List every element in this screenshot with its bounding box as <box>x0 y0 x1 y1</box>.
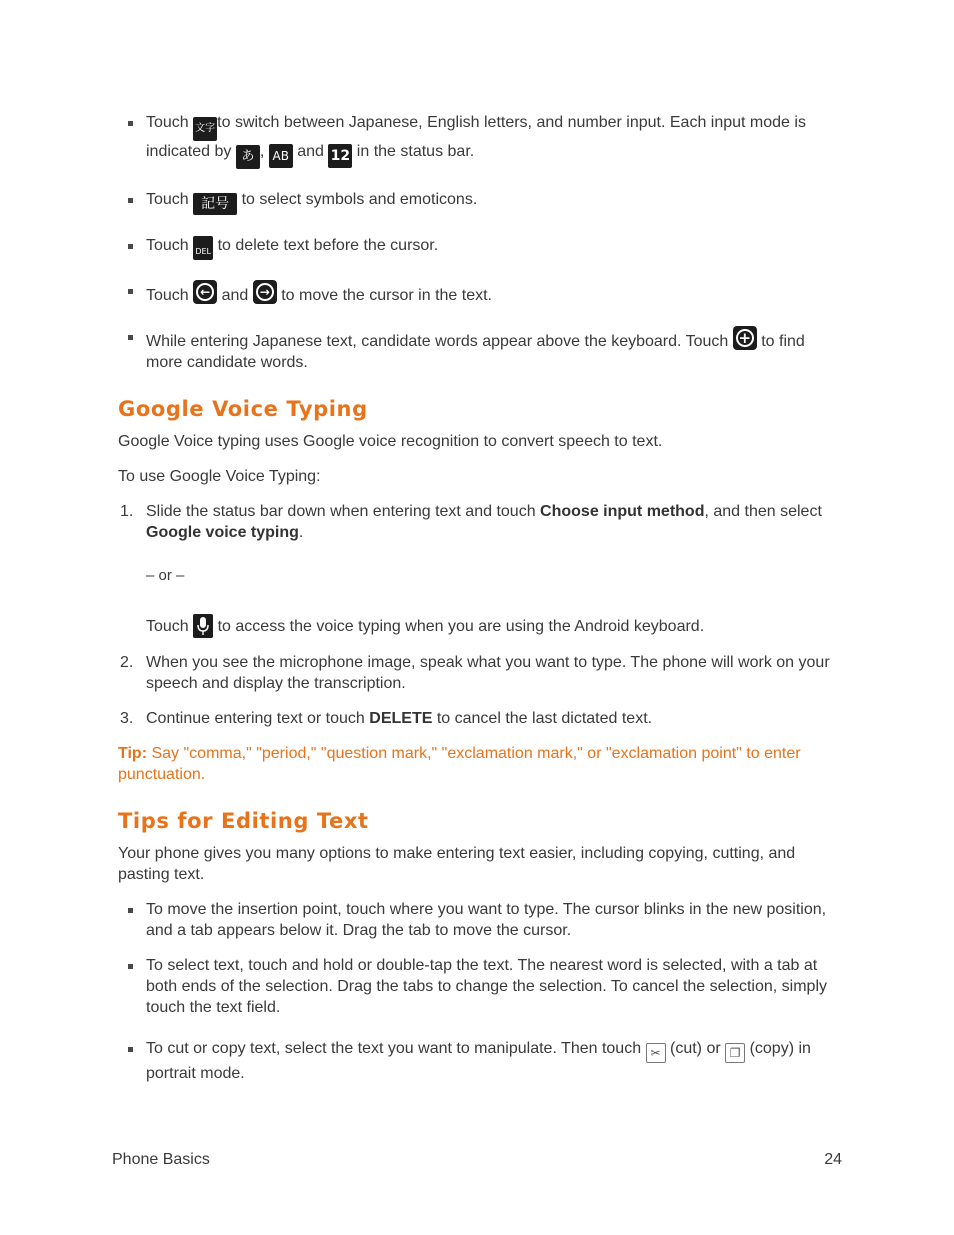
page-content <box>118 112 844 1084</box>
section-heading: Google Voice Typing <box>118 397 368 421</box>
step-item: 2. When you see the microphone image, speak what you want to type. The phone will work on your speech and display the transcription. <box>120 654 830 692</box>
paragraph: Google Voice typing uses Google voice recognition to convert speech to text. <box>118 433 663 450</box>
paragraph: To use Google Voice Typing: <box>118 468 321 485</box>
delete-icon: DEL <box>193 236 213 260</box>
microphone-glyph <box>197 617 209 635</box>
list-item: Touch DEL to delete text before the cursor. <box>118 235 844 260</box>
section-heading: Tips for Editing Text <box>118 809 369 833</box>
step-item: 3. Continue entering text or touch DELETE to cancel the last dictated text. <box>120 710 653 727</box>
cursor-right-icon: → <box>253 280 277 304</box>
list-item: Touch ← and → to move the cursor in the text. <box>118 280 844 306</box>
numbers-icon: 12 <box>328 144 352 168</box>
page-number: 24 <box>824 1151 842 1168</box>
tip-label: Tip: <box>118 745 148 762</box>
footer-section-title: Phone Basics <box>112 1151 210 1168</box>
mode-switch-icon: 文字 <box>193 117 217 141</box>
list-item: To select text, touch and hold or double-tap the text. The nearest word is selected, with a tab at both ends of the selection. Drag the tabs to change the selection. To cancel the selection, simply touch the text field. <box>118 955 844 1018</box>
list-item: Touch 文字 to switch between Japanese, English letters, and number input. Each input mode is indicated by あ , AB and 12 in the status bar. <box>118 112 844 169</box>
step-item: 1. Slide the status bar down when entering text and touch Choose input method, and then select Google voice typing. <box>120 503 822 541</box>
page-footer <box>112 1150 842 1170</box>
ab-icon: AB <box>269 144 293 168</box>
cut-icon: ✂ <box>646 1043 666 1063</box>
microphone-icon <box>193 614 213 638</box>
paragraph: Your phone gives you many options to make entering text easier, including copying, cutting, and pasting text. <box>118 845 796 883</box>
or-separator: – or – <box>146 567 185 584</box>
alt-instruction: Touch to access the voice typing when you are using the Android keyboard. <box>118 614 844 638</box>
copy-icon: ❐ <box>725 1043 745 1063</box>
tip-note: Tip: Say "comma," "period," "question mark," "exclamation mark," or "exclamation point" to enter punctuation. <box>118 745 801 783</box>
symbols-icon: 記号 <box>193 193 237 215</box>
list-item: To move the insertion point, touch where you want to type. The cursor blinks in the new position, and a tab appears below it. Drag the tab to move the cursor. <box>118 899 844 941</box>
list-item: Touch 記号 to select symbols and emoticons. <box>118 189 844 215</box>
list-item: To cut or copy text, select the text you want to manipulate. Then touch ✂ (cut) or ❐ (copy) in portrait mode. <box>118 1038 844 1084</box>
cursor-left-icon: ← <box>193 280 217 304</box>
hiragana-icon: あ <box>236 145 260 169</box>
more-candidates-icon: + <box>733 326 757 350</box>
list-item: While entering Japanese text, candidate words appear above the keyboard. Touch + to find more candidate words. <box>118 326 844 373</box>
